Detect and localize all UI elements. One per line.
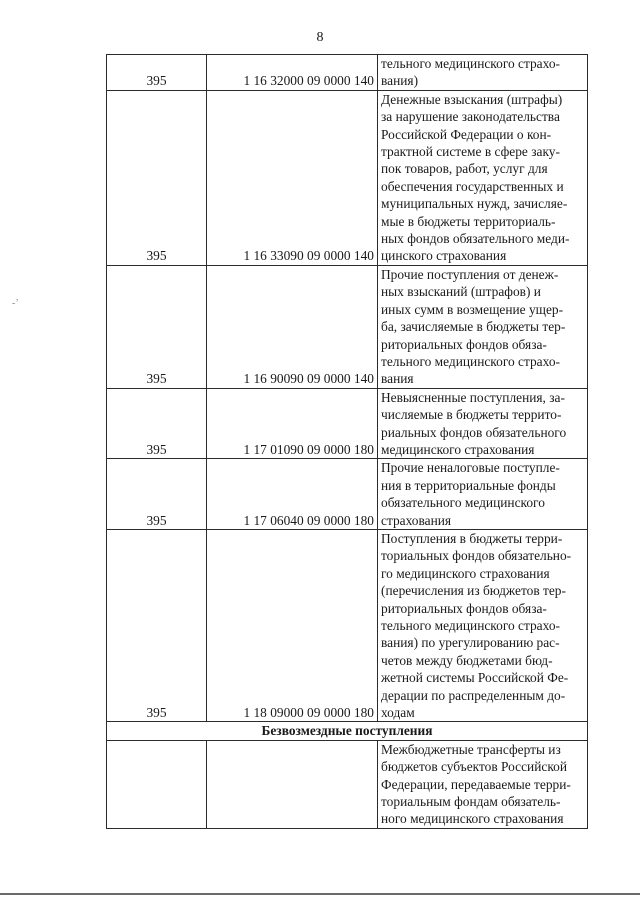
administrator-code-cell [107,740,207,828]
revenue-name-line: Федерации, передаваемые терри- [381,776,571,792]
revenue-name-line: риториальных фондов обяза- [381,336,547,352]
revenue-name-line: ториальных фондов обязательно- [381,548,572,564]
revenue-name-line: страхования [381,512,452,528]
revenue-name-line: медицинского страхования [381,441,535,457]
revenue-name-line: за нарушение законодательства [381,109,560,125]
revenue-name-line: вания) [381,73,419,89]
revenue-name-line: риториальных фондов обяза- [381,600,547,616]
revenue-name-cell [378,90,588,265]
revenue-name-cell [378,529,588,721]
table-row [107,388,588,459]
revenue-name-line: Межбюджетные трансферты из [381,741,561,757]
revenue-name-cell [378,265,588,388]
revenue-name-line: го медицинского страхования [381,565,550,581]
revenue-name-line: трактной системе в сфере заку- [381,144,560,160]
revenue-name-line: ного медицинского страхования [381,811,564,827]
revenue-name-line: риальных фондов обязательного [381,424,567,440]
revenue-name-line: Прочие поступления от денеж- [381,266,559,282]
revenue-code-cell: 1 16 33090 09 0000 140 [207,90,378,265]
administrator-code-cell: 395 [107,265,207,388]
revenue-name-cell [378,55,588,91]
revenue-name-line: обеспечения государственных и [381,178,564,194]
administrator-code-cell: 395 [107,55,207,91]
revenue-name-line: ба, зачисляемые в бюджеты тер- [381,319,566,335]
revenue-name-line: Поступления в бюджеты терри- [381,530,563,546]
revenue-name-line: дерации по распределенным до- [381,687,566,703]
revenue-name-line: ходам [381,705,415,721]
revenue-code-cell: 1 16 32000 09 0000 140 [207,55,378,91]
revenue-name-line: мые в бюджеты территориаль- [381,213,556,229]
revenue-name-line: тельного медицинского страхо- [381,618,560,633]
revenue-name-line: вания [381,371,414,387]
revenue-name-line: вания) по урегулированию рас- [381,635,560,651]
revenue-name-line: цинского страхования [381,248,507,264]
administrator-code-cell: 395 [107,529,207,721]
revenue-name-line: жетной системы Российской Фе- [381,670,569,686]
revenue-code-cell: 1 16 90090 09 0000 140 [207,265,378,388]
table-row [107,90,588,265]
revenue-name-line: обязательного медицинского [381,495,545,511]
section-row [107,722,588,740]
table-row [107,55,588,91]
revenue-name-cell [378,388,588,459]
revenue-name-line: ных фондов обязательного меди- [381,231,570,247]
revenue-name-line: ториальным фондам обязатель- [381,794,561,810]
table-body [107,55,588,829]
revenue-name-line: Российской Федерации о кон- [381,126,552,142]
revenue-name-line: четов между бюджетами бюд- [381,652,553,668]
margin-mark: -’ [12,298,19,309]
revenue-name-line: тельного медицинского страхо- [381,56,560,71]
revenue-name-line: Денежные взыскания (штрафы) [381,91,563,107]
revenue-name-line: Прочие неналоговые поступле- [381,460,560,476]
table-row [107,265,588,388]
revenue-name-cell [378,740,588,828]
revenue-name-line: муниципальных нужд, зачисляе- [381,196,568,212]
revenue-name-cell [378,459,588,530]
administrator-code-cell: 395 [107,459,207,530]
revenue-name-line: ных взысканий (штрафов) и [381,284,541,300]
revenue-codes-table [106,54,588,829]
table-row [107,529,588,721]
revenue-name-line: тельного медицинского страхо- [381,353,560,369]
revenue-name-line: ния в территориальные фонды [381,477,556,493]
page-number: 8 [316,30,324,45]
revenue-code-cell [207,740,378,828]
section-title: Безвозмездные поступления [107,722,588,740]
table-row [107,740,588,828]
revenue-code-cell: 1 17 01090 09 0000 180 [207,388,378,459]
bottom-rule [0,893,640,895]
revenue-code-cell: 1 18 09000 09 0000 180 [207,529,378,721]
administrator-code-cell: 395 [107,388,207,459]
administrator-code-cell: 395 [107,90,207,265]
table-row [107,459,588,530]
revenue-name-line: иных сумм в возмещение ущер- [381,301,564,317]
revenue-name-line: числяемые в бюджеты террито- [381,407,562,423]
revenue-name-line: пок товаров, работ, услуг для [381,161,548,177]
revenue-code-cell: 1 17 06040 09 0000 180 [207,459,378,530]
revenue-name-line: (перечисления из бюджетов тер- [381,583,566,599]
revenue-name-line: бюджетов субъектов Российской [381,759,568,775]
revenue-name-line: Невыясненные поступления, за- [381,389,565,405]
